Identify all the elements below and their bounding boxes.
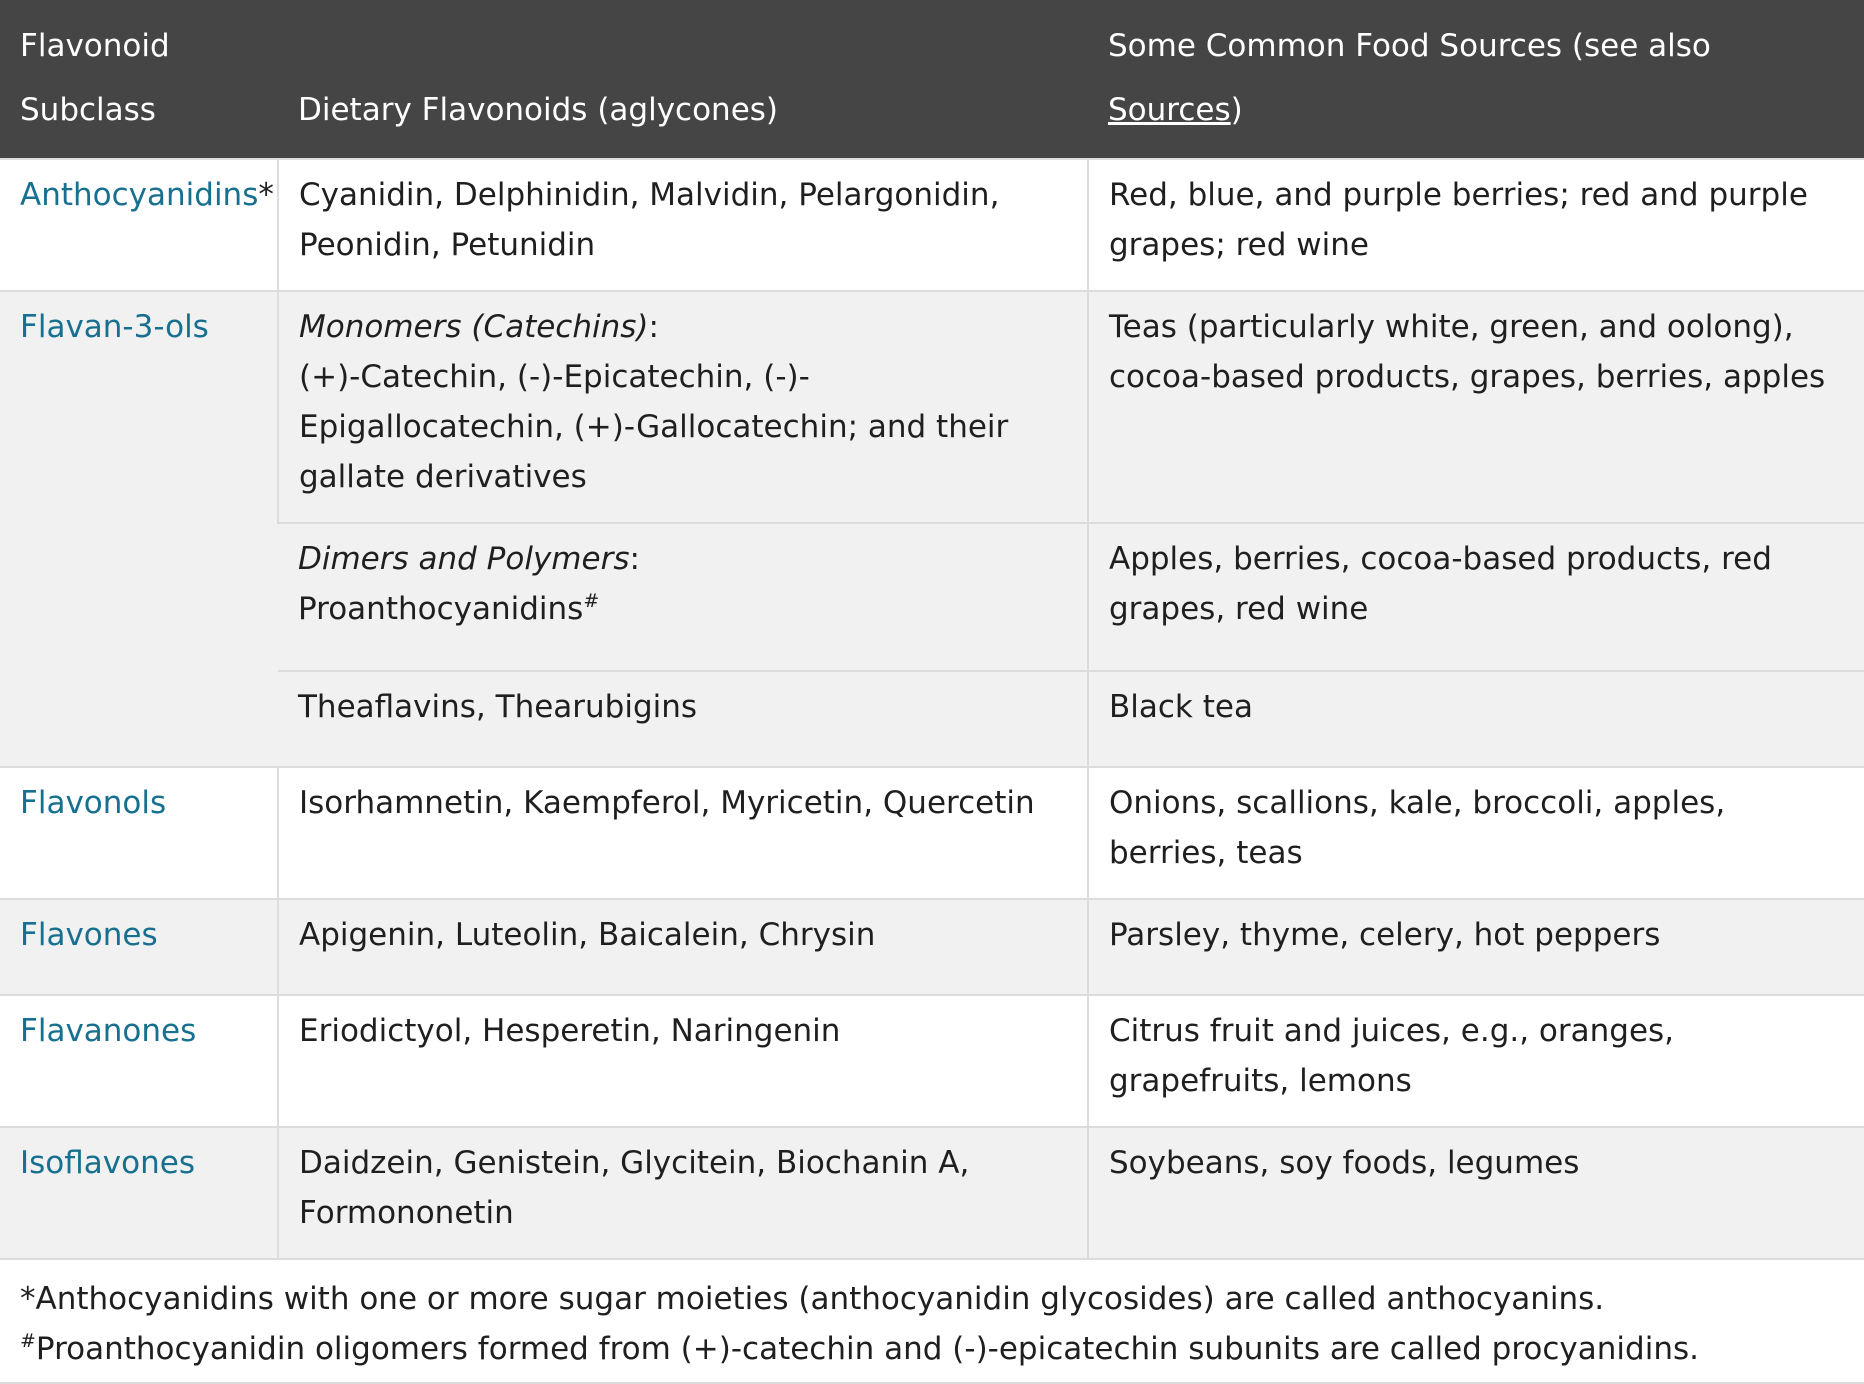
- table-row: [0, 523, 1864, 671]
- subclass-link-flavones[interactable]: Flavones: [20, 917, 158, 953]
- sources-cell: Apples, berries, cocoa-based products, red grapes, red wine: [1088, 523, 1864, 671]
- flavonoids-cell: Eriodictyol, Hesperetin, Naringenin: [278, 995, 1088, 1127]
- footnote: [20, 1324, 1844, 1374]
- footnote-text: Proanthocyanidin oligomers formed from (+)-catechin and (-)-epicatechin subunits are called procyanidins.: [35, 1331, 1699, 1367]
- footnote: [20, 1274, 1844, 1324]
- subclass-link-flavanones[interactable]: Flavanones: [20, 1013, 197, 1049]
- sources-cell: Onions, scallions, kale, broccoli, apples, berries, teas: [1088, 767, 1864, 899]
- table-row: [0, 671, 1864, 767]
- sources-link[interactable]: Sources: [1108, 92, 1231, 128]
- subclass-link-flavan-3-ols[interactable]: Flavan-3-ols: [20, 309, 209, 345]
- sources-cell: Soybeans, soy foods, legumes: [1088, 1127, 1864, 1259]
- sources-cell: Citrus fruit and juices, e.g., oranges, grapefruits, lemons: [1088, 995, 1864, 1127]
- table-row: [0, 995, 1864, 1127]
- flavonoids-text: Proanthocyanidins: [298, 591, 584, 627]
- header-subclass: [0, 0, 278, 159]
- flavonoids-cell: Theaflavins, Thearubigins: [278, 671, 1088, 767]
- subclass-cell: [0, 767, 278, 899]
- footnote-mark: #: [583, 590, 600, 612]
- flavonoids-cell: [278, 523, 1088, 671]
- footnotes-cell: [0, 1259, 1864, 1383]
- footnote-mark: *: [20, 1281, 36, 1317]
- table-row: [0, 899, 1864, 995]
- flavonoids-cell: Apigenin, Luteolin, Baicalein, Chrysin: [278, 899, 1088, 995]
- flavonoids-cell: Cyanidin, Delphinidin, Malvidin, Pelargonidin, Peonidin, Petunidin: [278, 159, 1088, 291]
- table-row: [0, 291, 1864, 523]
- header-flavonoids: Dietary Flavonoids (aglycones): [278, 0, 1088, 159]
- sources-cell: Parsley, thyme, celery, hot peppers: [1088, 899, 1864, 995]
- sources-cell: Teas (particularly white, green, and oolong), cocoa-based products, grapes, berries, apples: [1088, 291, 1864, 523]
- subclass-link-isoflavones[interactable]: Isoflavones: [20, 1145, 195, 1181]
- footnote-mark: #: [20, 1330, 36, 1352]
- table-row: [0, 767, 1864, 899]
- header-subclass-line2: Subclass: [20, 92, 156, 128]
- subclass-cell: [0, 899, 278, 995]
- subclass-link-anthocyanidins[interactable]: Anthocyanidins: [20, 177, 259, 213]
- flavonoids-cell: Isorhamnetin, Kaempferol, Myricetin, Quercetin: [278, 767, 1088, 899]
- header-sources: [1088, 0, 1864, 159]
- subclass-cell: [0, 995, 278, 1127]
- header-subclass-line1: Flavonoid: [20, 28, 170, 64]
- sources-cell: Black tea: [1088, 671, 1864, 767]
- subgroup-label: Monomers (Catechins): [299, 309, 649, 345]
- footnote-row: [0, 1259, 1864, 1383]
- sources-cell: Red, blue, and purple berries; red and purple grapes; red wine: [1088, 159, 1864, 291]
- subclass-cell: [0, 159, 278, 291]
- subclass-cell: [0, 1127, 278, 1259]
- header-sources-suffix: ): [1230, 92, 1243, 128]
- table-row: [0, 1127, 1864, 1259]
- flavonoids-text: (+)-Catechin, (-)-Epicatechin, (-)-Epigallocatechin, (+)-Gallocatechin; and their gallate derivatives: [299, 359, 1009, 495]
- table-header-row: [0, 0, 1864, 159]
- flavonoids-cell: Daidzein, Genistein, Glycitein, Biochanin A, Formononetin: [278, 1127, 1088, 1259]
- header-sources-prefix: Some Common Food Sources (see also: [1108, 28, 1711, 64]
- footnote-text: Anthocyanidins with one or more sugar moieties (anthocyanidin glycosides) are called anthocyanins.: [35, 1281, 1605, 1317]
- subgroup-label-suffix: :: [648, 309, 659, 345]
- footnote-mark: *: [258, 177, 274, 213]
- flavonoids-cell: [278, 291, 1088, 523]
- subclass-link-flavonols[interactable]: Flavonols: [20, 785, 167, 821]
- subclass-cell: [0, 291, 278, 767]
- table-row: [0, 159, 1864, 291]
- subgroup-label: Dimers and Polymers: [298, 541, 630, 577]
- subgroup-label-suffix: :: [629, 541, 640, 577]
